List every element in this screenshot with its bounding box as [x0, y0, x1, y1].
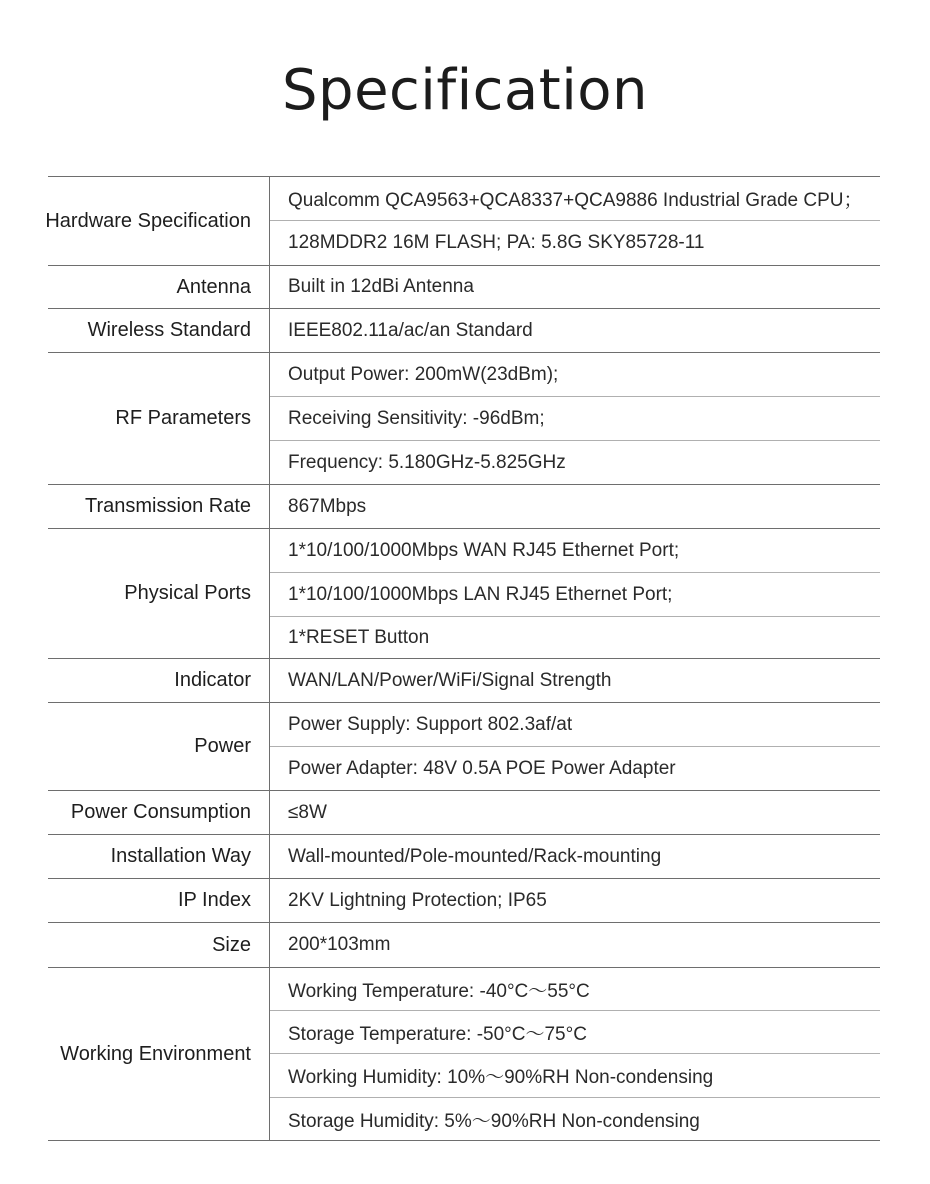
spec-row-working-environment: [48, 968, 880, 1141]
spec-values: [270, 309, 880, 352]
spec-label: Hardware Specification: [48, 177, 270, 265]
spec-values: [270, 703, 880, 790]
spec-row-power-consumption: [48, 791, 880, 835]
spec-label: Working Environment: [48, 968, 270, 1140]
spec-values: [270, 177, 880, 265]
spec-row-ip-index: [48, 879, 880, 923]
spec-value: Working Humidity: 10%～90%RH Non-condensing: [270, 1054, 880, 1098]
spec-row-transmission-rate: [48, 485, 880, 529]
spec-value: 128MDDR2 16M FLASH; PA: 5.8G SKY85728-11: [288, 232, 705, 253]
spec-label: Power: [48, 703, 270, 790]
spec-value: Power Supply: Support 802.3af/at: [270, 703, 880, 747]
spec-value: Built in 12dBi Antenna: [288, 276, 474, 297]
spec-label: Physical Ports: [48, 529, 270, 658]
spec-value: 2KV Lightning Protection; IP65: [288, 889, 547, 911]
spec-value: Qualcomm QCA9563+QCA8337+QCA9886 Industrial Grade CPU；: [270, 177, 880, 221]
spec-row-antenna: [48, 266, 880, 309]
spec-row-installation-way: [48, 835, 880, 879]
spec-label: Transmission Rate: [48, 485, 270, 528]
spec-value: Power Adapter: 48V 0.5A POE Power Adapter: [288, 757, 676, 779]
spec-value: Frequency: 5.180GHz-5.825GHz: [288, 451, 566, 473]
spec-row-hardware: [45, 177, 880, 266]
spec-value: 1*10/100/1000Mbps LAN RJ45 Ethernet Port;: [270, 573, 880, 617]
spec-label: Indicator: [48, 659, 270, 702]
spec-values: [270, 485, 880, 528]
spec-values: [270, 791, 880, 834]
spec-value: Wall-mounted/Pole-mounted/Rack-mounting: [288, 845, 662, 867]
spec-value: Working Temperature: -40°C～55°C: [270, 968, 880, 1011]
page-title: Specification: [281, 58, 649, 123]
spec-value: Storage Temperature: -50°C～75°C: [270, 1011, 880, 1054]
spec-values: [270, 879, 880, 922]
spec-label: Antenna: [48, 266, 270, 308]
spec-value: 200*103mm: [288, 934, 391, 955]
spec-value: IEEE802.11a/ac/an Standard: [288, 319, 533, 341]
spec-row-wireless-standard: [48, 309, 880, 353]
spec-table: [45, 176, 880, 1141]
spec-values: [270, 835, 880, 878]
spec-label: Installation Way: [48, 835, 270, 878]
spec-label: Wireless Standard: [48, 309, 270, 352]
spec-row-indicator: [48, 659, 880, 703]
spec-row-rf-parameters: [48, 353, 880, 485]
spec-value: Output Power: 200mW(23dBm);: [270, 353, 880, 397]
spec-value: 1*10/100/1000Mbps WAN RJ45 Ethernet Port;: [270, 529, 880, 573]
spec-values: [270, 659, 880, 702]
spec-values: [270, 923, 880, 967]
spec-value: WAN/LAN/Power/WiFi/Signal Strength: [288, 669, 612, 691]
spec-value: 867Mbps: [288, 495, 367, 517]
spec-row-size: [48, 923, 880, 968]
spec-label: Power Consumption: [48, 791, 270, 834]
spec-values: [270, 968, 880, 1140]
spec-row-physical-ports: [48, 529, 880, 659]
spec-values: [270, 353, 880, 484]
spec-row-power: [48, 703, 880, 791]
spec-label: Size: [48, 923, 270, 967]
spec-values: [270, 529, 880, 658]
spec-label: RF Parameters: [48, 353, 270, 484]
spec-value: ≤8W: [288, 801, 327, 823]
spec-value: Storage Humidity: 5%～90%RH Non-condensing: [288, 1110, 700, 1132]
spec-values: [270, 266, 880, 308]
spec-label: IP Index: [48, 879, 270, 922]
spec-value: 1*RESET Button: [288, 626, 430, 648]
spec-value: Receiving Sensitivity: -96dBm;: [270, 397, 880, 441]
